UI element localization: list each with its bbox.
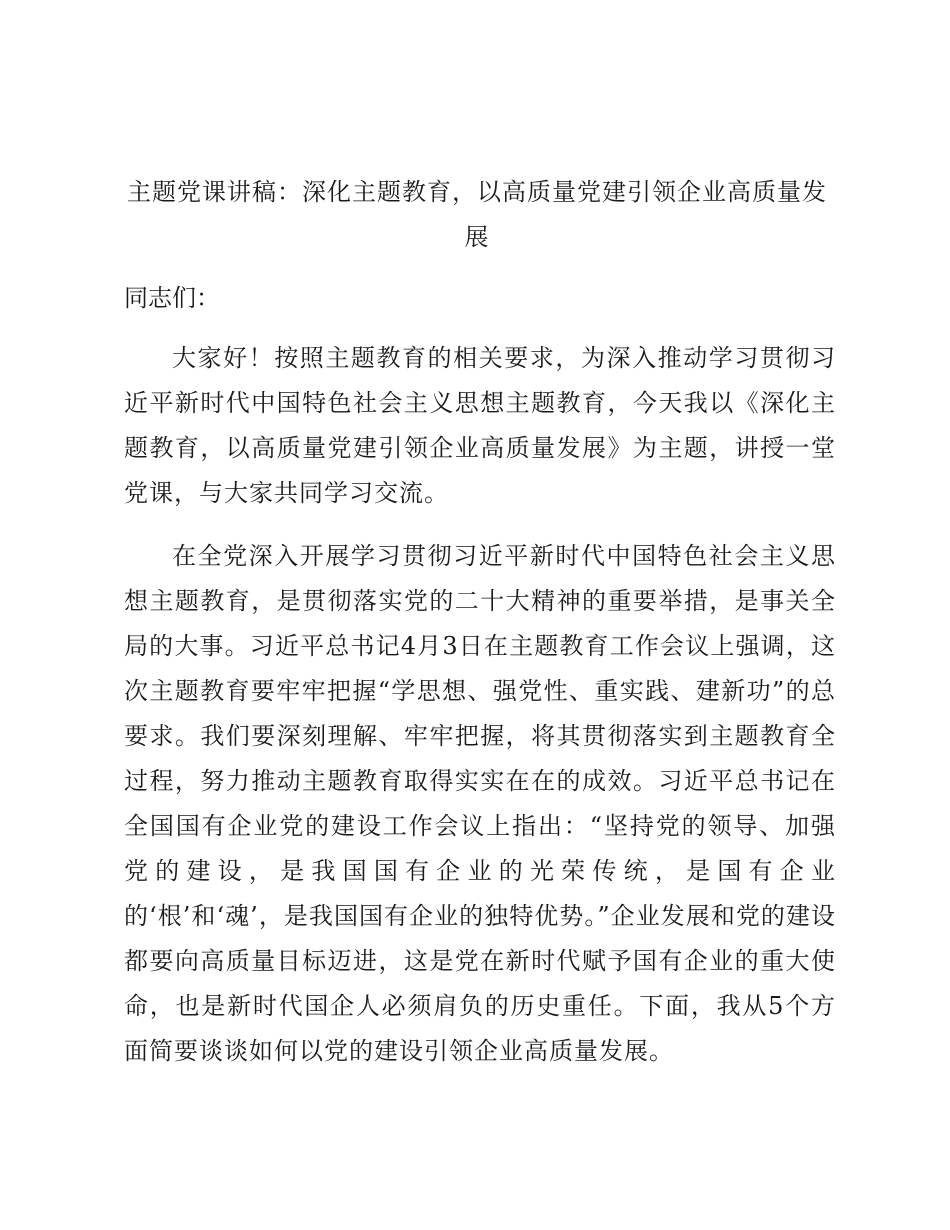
document-title: 主题党课讲稿：深化主题教育，以高质量党建引领企业高质量发展 bbox=[127, 178, 827, 251]
salutation: 同志们： bbox=[124, 284, 220, 312]
paragraph-body: 在全党深入开展学习贯彻习近平新时代中国特色社会主义思想主题教育，是贯彻落实党的二十大精神的重要举措，是事关全局的大事。习近平总书记4月3日在主题教育工作会议上强调，这次主题教育要牢牢把握“学思想、强党性、重实践、建新功”的总要求。我们要深刻理解、牢牢把握，将其贯彻落实到主题教育全过程，努力推动主题教育取得实实在在的成效。习近平总书记在全国国有企业党的建设工作会议上指出：“坚持党的领导、加强党的建设，是我国国有企业的光荣传统，是国有企业的‘根’和‘魂’，是我国国有企业的独特优势。”企业发展和党的建设都要向高质量目标迈进，这是党在新时代赋予国有企业的重大使命，也是新时代国企人必须肩负的历史重任。下面，我从5个方面简要谈谈如何以党的建设引领企业高质量发展。 bbox=[124, 542, 836, 1065]
paragraph-intro: 大家好！按照主题教育的相关要求，为深入推动学习贯彻习近平新时代中国特色社会主义思想主题教育，今天我以《深化主题教育，以高质量党建引领企业高质量发展》为主题，讲授一堂党课，与大家共同学习交流。 bbox=[124, 344, 836, 507]
